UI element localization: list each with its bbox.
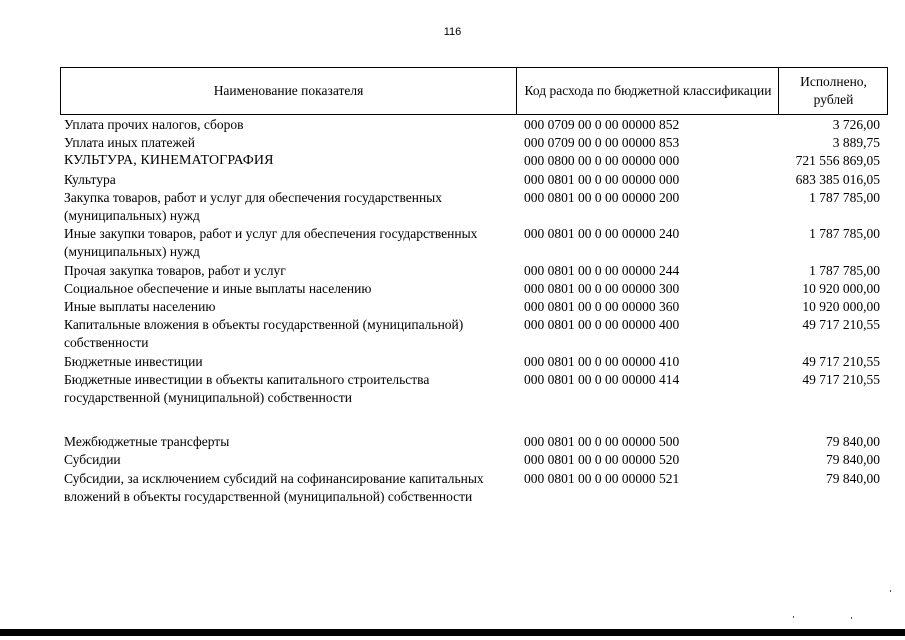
table-row: [60, 225, 888, 261]
row-code: 000 0801 00 0 00 00000 000: [524, 171, 680, 187]
table-row-section: [60, 152, 888, 170]
row-amount: 10 920 000,00: [802, 280, 880, 296]
row-amount: 79 840,00: [826, 470, 880, 486]
scan-edge-bar: [0, 629, 905, 636]
row-name: Межбюджетные трансферты: [64, 434, 230, 450]
header-code: Код расхода по бюджетной классификации: [516, 68, 779, 114]
row-amount: 49 717 210,55: [802, 317, 880, 333]
table-row: [60, 451, 888, 469]
row-code: 000 0709 00 0 00 00000 852: [524, 117, 680, 132]
row-name: Иные выплаты населению: [64, 299, 216, 315]
row-name: Уплата прочих налогов, сборов: [64, 117, 244, 132]
header-name: Наименование показателя: [213, 83, 364, 98]
row-name: Закупка товаров, работ и услуг для обеспечения государственных (муниципальных) нужд: [64, 189, 443, 224]
table-row: [60, 470, 888, 506]
row-amount: 3 889,75: [832, 135, 880, 151]
row-spacer: [60, 407, 888, 433]
table-row: [60, 433, 888, 451]
table-row: [60, 298, 888, 316]
row-code: 000 0801 00 0 00 00000 521: [524, 470, 680, 486]
scan-speck: [793, 616, 794, 618]
row-amount: 79 840,00: [826, 452, 880, 468]
row-code: 000 0801 00 0 00 00000 500: [524, 434, 680, 450]
row-amount: 49 717 210,55: [802, 353, 880, 369]
row-amount: 10 920 000,00: [802, 299, 880, 315]
header-amount: Исполнено, рублей: [778, 68, 888, 114]
row-amount: 3 726,00: [832, 117, 880, 132]
row-code: 000 0801 00 0 00 00000 410: [524, 353, 680, 369]
table-row: [60, 116, 888, 134]
table-body: [60, 116, 888, 506]
row-name: Культура: [64, 171, 116, 187]
table-row: [60, 371, 888, 407]
table-row: [60, 134, 888, 152]
scan-speck: [851, 617, 852, 619]
row-name: Социальное обеспечение и иные выплаты населению: [64, 280, 372, 296]
row-code: 000 0801 00 0 00 00000 240: [524, 226, 680, 242]
row-code: 000 0801 00 0 00 00000 414: [524, 371, 680, 387]
scan-speck: [890, 590, 891, 592]
table-row: [60, 189, 888, 225]
row-code: 000 0801 00 0 00 00000 244: [524, 262, 680, 278]
row-code: 000 0801 00 0 00 00000 400: [524, 317, 680, 333]
row-name: Бюджетные инвестиции: [64, 353, 203, 369]
row-amount: 1 787 785,00: [809, 226, 880, 242]
row-name: Бюджетные инвестиции в объекты капитального строительства государственной (муниципальной) собственности: [64, 371, 430, 406]
row-amount: 1 787 785,00: [809, 262, 880, 278]
row-name: Субсидии: [64, 452, 121, 468]
row-amount: 721 556 869,05: [795, 153, 880, 169]
row-code: 000 0709 00 0 00 00000 853: [524, 135, 680, 151]
table-row: [60, 171, 888, 189]
row-code: 000 0801 00 0 00 00000 300: [524, 280, 680, 296]
table-header: [60, 67, 888, 115]
row-name: Субсидии, за исключением субсидий на софинансирование капитальных вложений в объекты государственной (муниципальной) собственности: [64, 470, 484, 504]
row-amount: 49 717 210,55: [802, 371, 880, 387]
row-name: Иные закупки товаров, работ и услуг для обеспечения государственных (муниципальных) нужд: [64, 226, 478, 260]
row-amount: 1 787 785,00: [809, 189, 880, 205]
table-row: [60, 280, 888, 298]
row-name: Прочая закупка товаров, работ и услуг: [64, 262, 286, 278]
row-amount: 683 385 016,05: [795, 171, 880, 187]
row-name: Капитальные вложения в объекты государственной (муниципальной) собственности: [64, 317, 464, 351]
row-name: КУЛЬТУРА, КИНЕМАТОГРАФИЯ: [64, 153, 274, 169]
table-row: [60, 353, 888, 371]
row-amount: 79 840,00: [826, 434, 880, 450]
row-code: 000 0801 00 0 00 00000 200: [524, 189, 680, 205]
row-name: Уплата иных платежей: [64, 135, 195, 151]
table-row: [60, 262, 888, 280]
page-number: 116: [443, 26, 462, 38]
row-code: 000 0801 00 0 00 00000 520: [524, 452, 680, 468]
table-row: [60, 316, 888, 352]
row-code: 000 0800 00 0 00 00000 000: [524, 153, 680, 169]
row-code: 000 0801 00 0 00 00000 360: [524, 299, 680, 315]
